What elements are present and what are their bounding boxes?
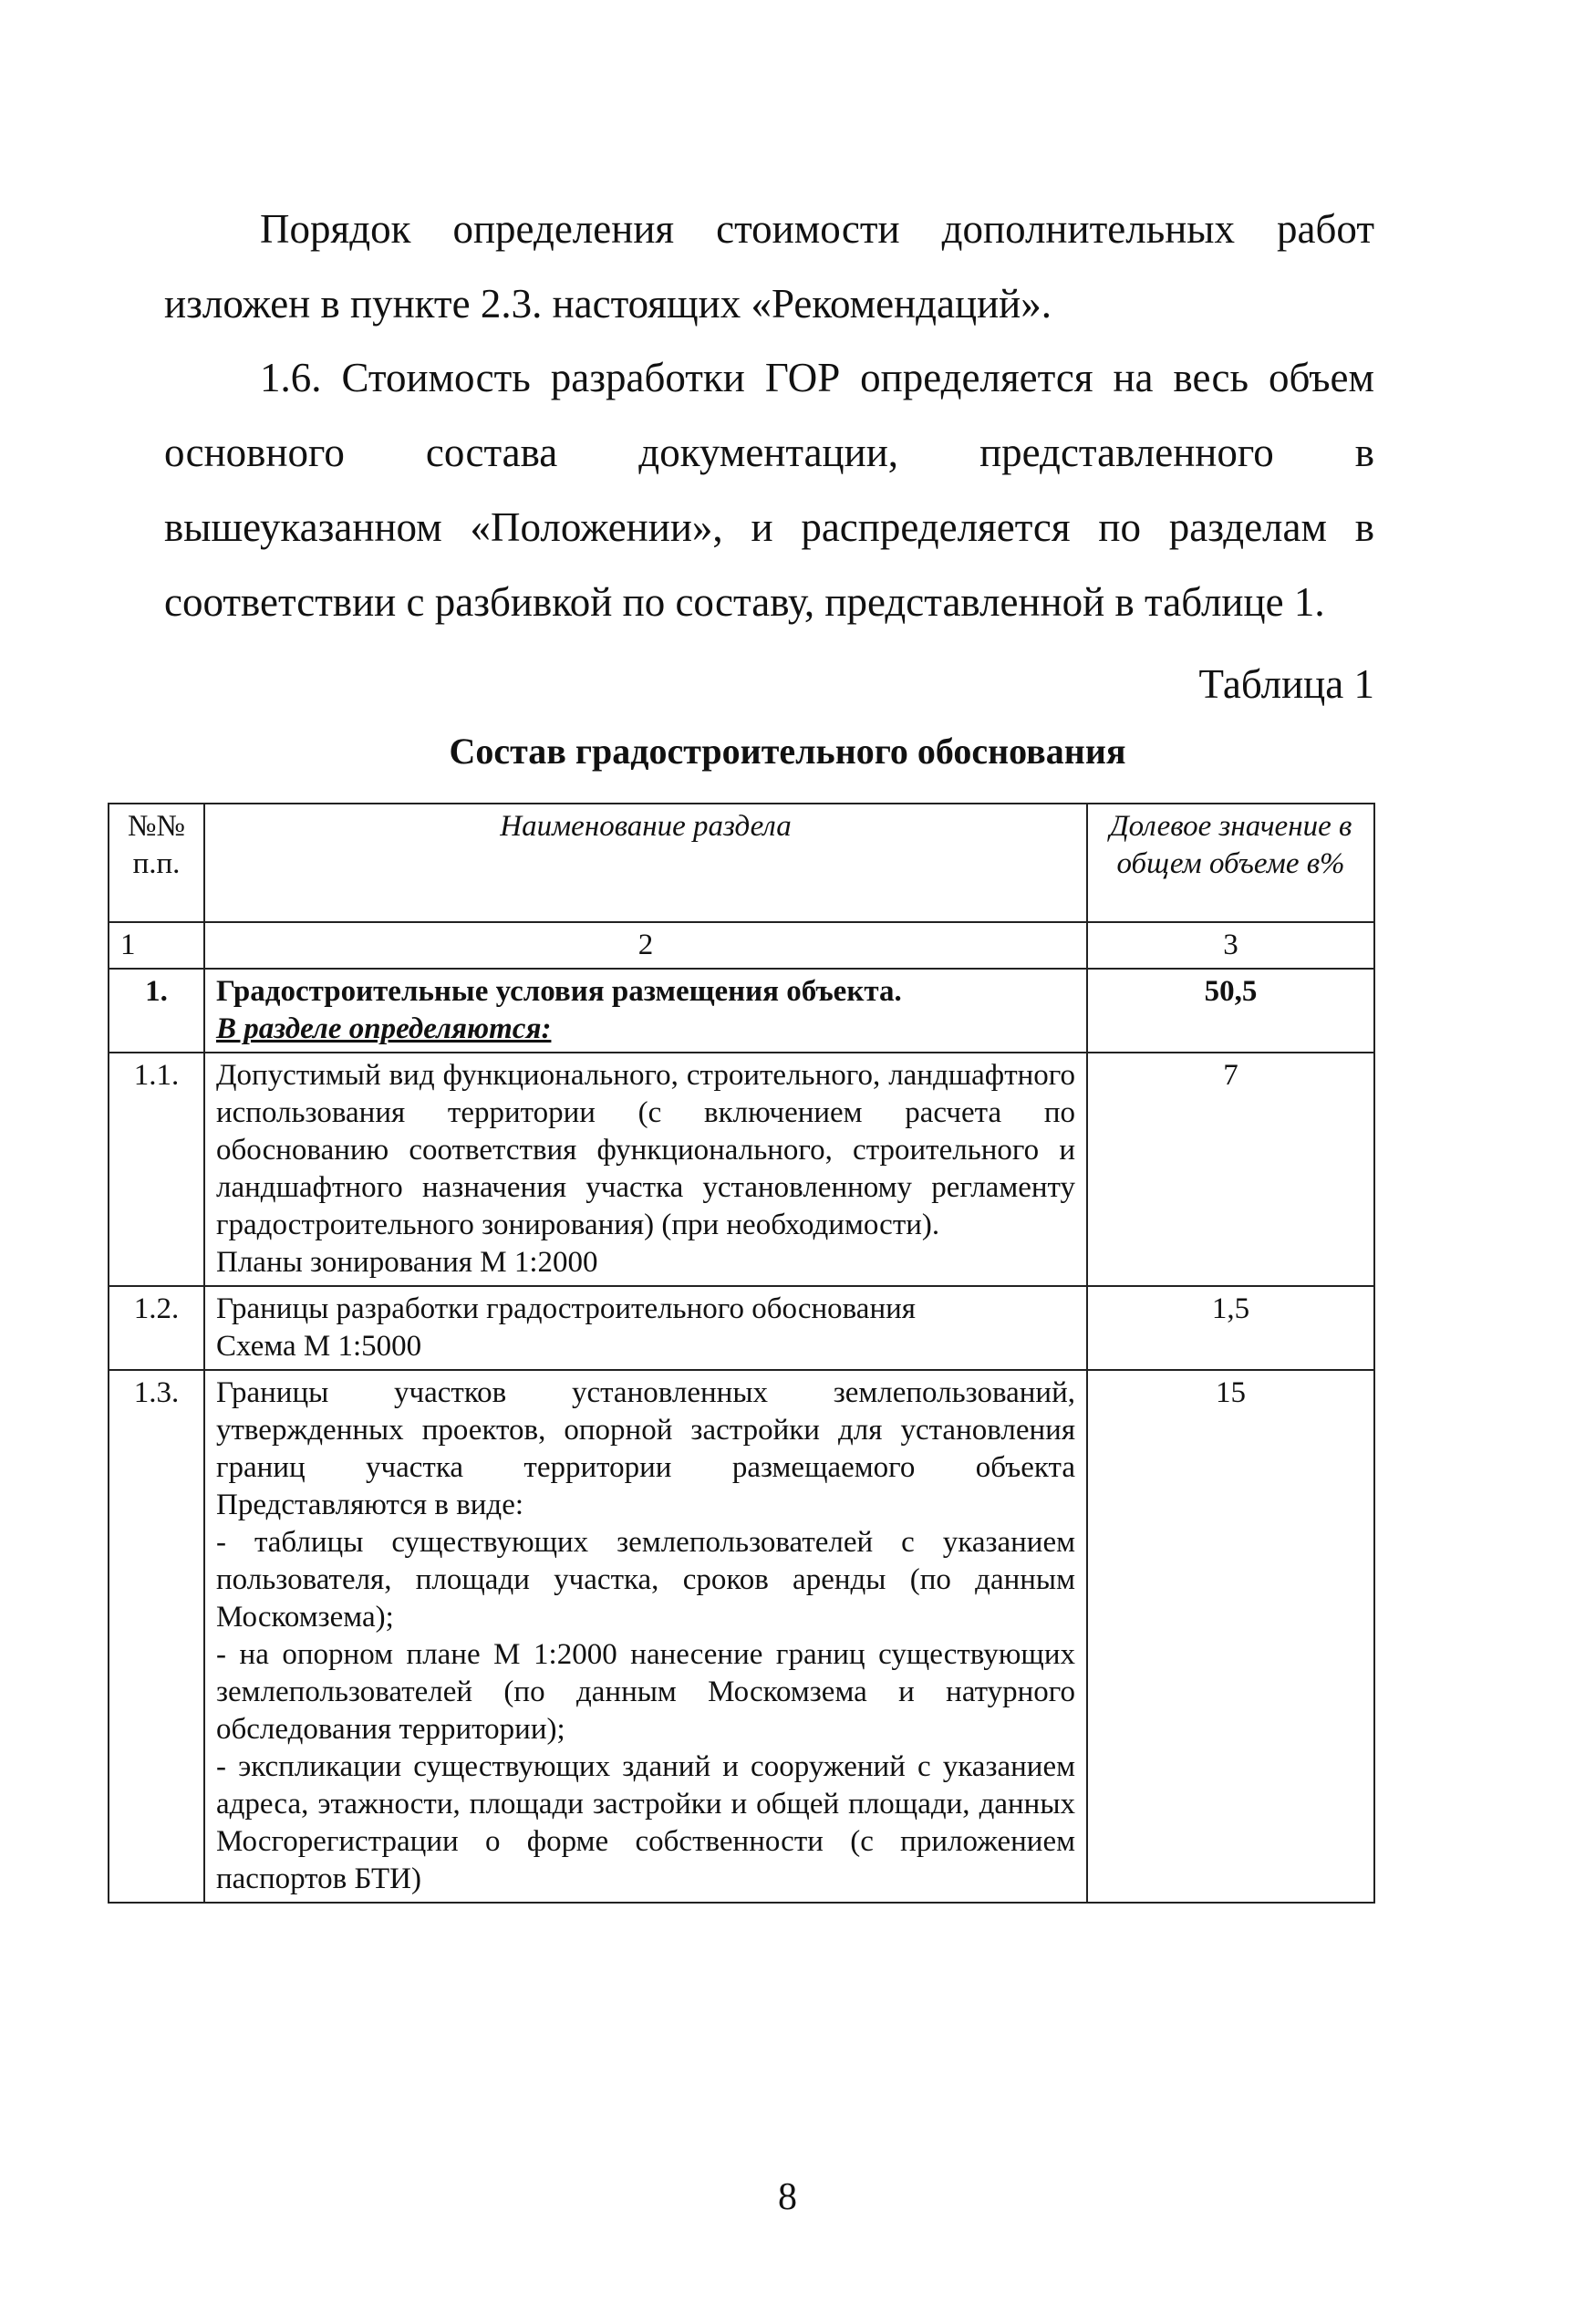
row-extra: Схема М 1:5000 [216, 1330, 422, 1363]
row-text: Границы участков установленных землепользований, утвержденных проектов, опорной застройки для установления границ участка территории размещаемого объекта Представляются в виде: [216, 1376, 1075, 1521]
section-title: Градостроительные условия размещения объекта. [216, 975, 902, 1008]
row-name [204, 969, 1087, 1053]
row-share: 50,5 [1087, 969, 1374, 1053]
table-row [109, 969, 1374, 1053]
column-number-2: 2 [204, 922, 1087, 969]
composition-table [108, 803, 1375, 1904]
row-share: 15 [1087, 1370, 1374, 1903]
row-num: 1.1. [109, 1053, 204, 1286]
row-num: 1. [109, 969, 204, 1053]
row-text: Границы разработки градостроительного обоснования [216, 1292, 916, 1325]
list-item: - экспликации существующих зданий и сооружений с указанием адреса, этажности, площади застройки и общей площади, данных Мосгорегистрации о форме собственности (с приложением паспортов БТИ) [216, 1750, 1075, 1895]
table-label: Таблица 1 [1198, 661, 1374, 707]
table-row [109, 1053, 1374, 1286]
row-name [204, 1053, 1087, 1286]
column-number-1: 1 [109, 922, 204, 969]
section-subtitle: В разделе определяются: [216, 1012, 552, 1045]
table-header-row [109, 804, 1374, 922]
row-share: 7 [1087, 1053, 1374, 1286]
row-name [204, 1286, 1087, 1370]
header-name: Наименование раздела [204, 804, 1087, 922]
row-num: 1.3. [109, 1370, 204, 1903]
header-share: Долевое значение в общем объеме в% [1087, 804, 1374, 922]
paragraph-1-6: 1.6. Стоимость разработки ГОР определяется на весь объем основного состава документации, представленного в вышеуказанном «Положении», и распределяется по разделам в соответствии с разбивкой по составу, представленной в таблице 1. [164, 355, 1374, 625]
row-name [204, 1370, 1087, 1903]
paragraph-cost-order: Порядок определения стоимости дополнительных работ изложен в пункте 2.3. настоящих «Рекомендаций». [164, 206, 1374, 327]
row-num: 1.2. [109, 1286, 204, 1370]
table-row [109, 1370, 1374, 1903]
row-share: 1,5 [1087, 1286, 1374, 1370]
list-item: - на опорном плане М 1:2000 нанесение границ существующих землепользователей (по данным Москомзема и натурного обследования территории); [216, 1638, 1075, 1746]
column-number-3: 3 [1087, 922, 1374, 969]
row-extra: Планы зонирования М 1:2000 [216, 1246, 598, 1279]
column-number-row [109, 922, 1374, 969]
header-num: №№ п.п. [109, 804, 204, 922]
table-row [109, 1286, 1374, 1370]
page-number: 8 [778, 2176, 797, 2218]
list-item: - таблицы существующих землепользователей с указанием пользователя, площади участка, сроков аренды (по данным Москомзема); [216, 1526, 1075, 1634]
row-text: Допустимый вид функционального, строительного, ландшафтного использования территории (с включением расчета по обоснованию соответствия функционального, строительного и ландшафтного назначения участка установленному регламенту градостроительного зонирования) (при необходимости). [216, 1059, 1075, 1241]
table-title: Состав градостроительного обоснования [449, 731, 1126, 772]
